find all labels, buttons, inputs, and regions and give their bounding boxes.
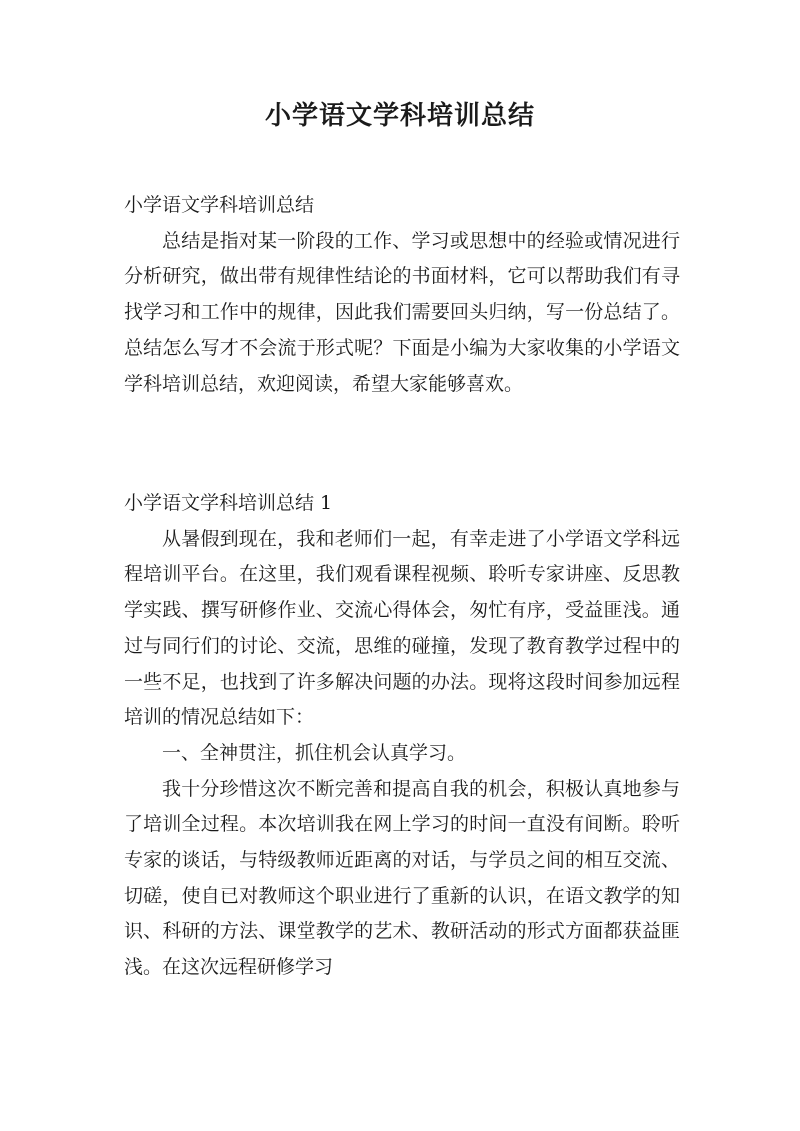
document-title: 小学语文学科培训总结 [264, 101, 535, 131]
section-1-heading: 小学语文学科培训总结 1 [124, 492, 333, 514]
section-1 [124, 486, 680, 986]
section-1-paragraph: 从暑假到现在，我和老师们一起，有幸走进了小学语文学科远程培训平台。在这里，我们观看课程视频、聆听专家讲座、反思教学实践、撰写研修作业、交流心得体会，匆忙有序，受益匪浅。通过与同行们的讨论、交流，思维的碰撞，发现了教育教学过程中的一些不足，也找到了许多解决问题的办法。现将这段时间参加远程培训的情况总结如下： [124, 527, 680, 729]
intro-section [124, 188, 680, 402]
intro-heading: 小学语文学科培训总结 [124, 194, 315, 216]
intro-paragraph: 总结是指对某一阶段的工作、学习或思想中的经验或情况进行分析研究，做出带有规律性结论的书面材料，它可以帮助我们有寻找学习和工作中的规律，因此我们需要回头归纳，写一份总结了。总结怎么写才不会流于形式呢？下面是小编为大家收集的小学语文学科培训总结，欢迎阅读，希望大家能够喜欢。 [124, 229, 680, 395]
section-1-paragraph: 我十分珍惜这次不断完善和提高自我的机会，积极认真地参与了培训全过程。本次培训我在网上学习的时间一直没有间断。聆听专家的谈话，与特级教师近距离的对话，与学员之间的相互交流、切磋，使自已对教师这个职业进行了重新的认识，在语文教学的知识、科研的方法、课堂教学的艺术、教研活动的形式方面都获益匪浅。在这次远程研修学习 [124, 777, 680, 979]
section-1-subheading: 一、全神贯注，抓住机会认真学习。 [162, 741, 467, 764]
